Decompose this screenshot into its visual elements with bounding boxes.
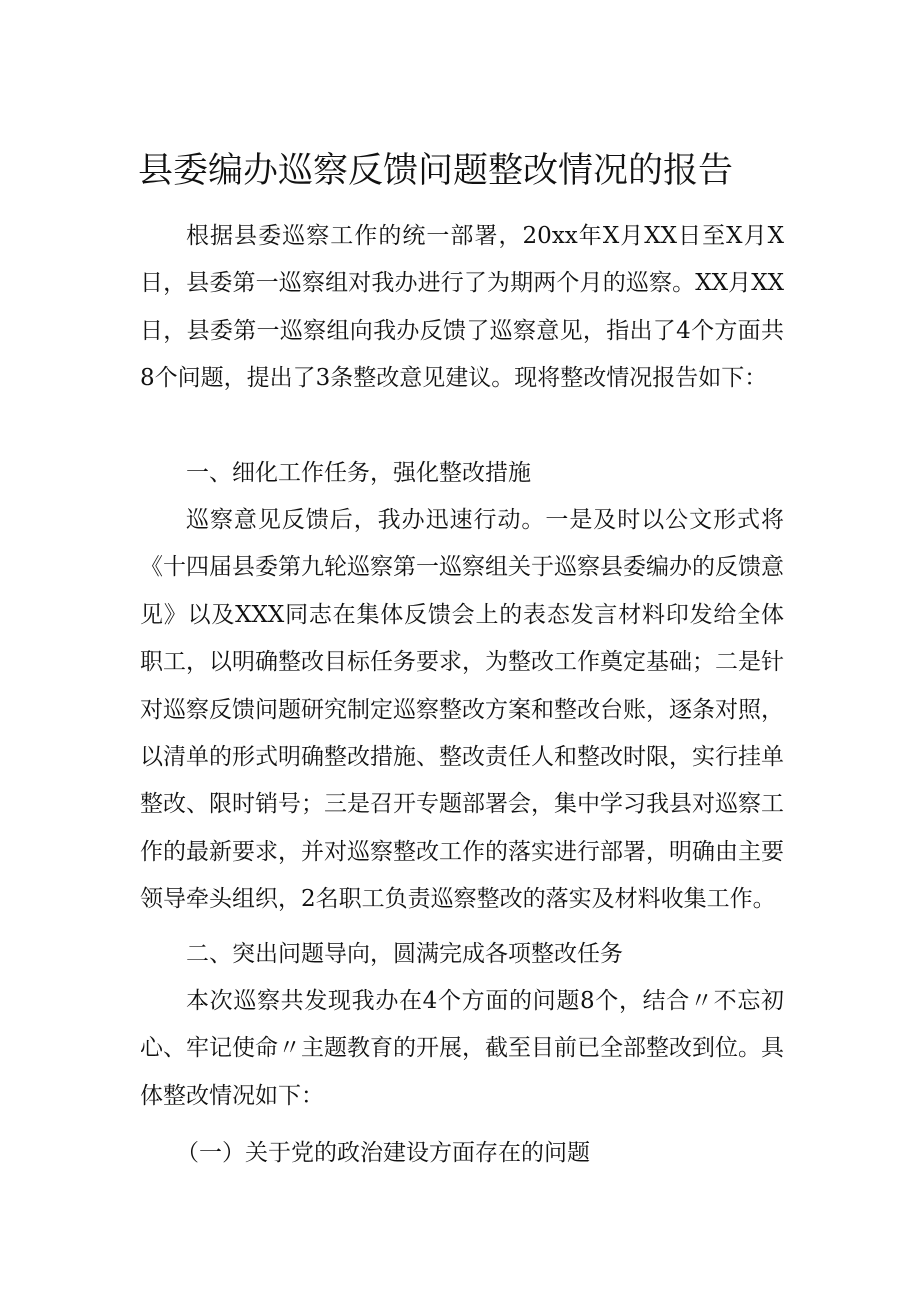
section-two-heading: 二、突出问题导向，圆满完成各项整改任务 (186, 941, 623, 967)
subsection-one-heading: （一）关于党的政治建设方面存在的问题 (176, 1140, 590, 1166)
document-title: 县委编办巡察反馈问题整改情况的报告 (138, 151, 734, 191)
section-one-paragraph: 巡察意见反馈后，我办迅速行动。一是及时以公文形式将《十四届县委第九轮巡察第一巡察组关于巡察县委编办的反馈意见》以及XXX同志在集体反馈会上的表态发言材料印发给全体职工，以明确整改目标任务要求，为整改工作奠定基础；二是针对巡察反馈问题研究制定巡察整改方案和整改台账，逐条对照，以清单的形式明确整改措施、整改责任人和整改时限，实行挂单整改、限时销号；三是召开专题部署会，集中学习我县对巡察工作的最新要求，并对巡察整改工作的落实进行部署，明确由主要领导牵头组织，2名职工负责巡察整改的落实及材料收集工作。 (140, 507, 784, 913)
intro-paragraph: 根据县委巡察工作的统一部署，20xx年X月XX日至X月X日，县委第一巡察组对我办进行了为期两个月的巡察。XX月XX日，县委第一巡察组向我办反馈了巡察意见，指出了4个方面共8个问题，提出了3条整改意见建议。现将整改情况报告如下： (140, 223, 784, 392)
section-two-paragraph: 本次巡察共发现我办在4个方面的问题8个，结合〃不忘初心、牢记使命〃主题教育的开展，截至目前已全部整改到位。具体整改情况如下： (140, 988, 784, 1109)
section-one-heading: 一、细化工作任务，强化整改措施 (186, 460, 531, 486)
